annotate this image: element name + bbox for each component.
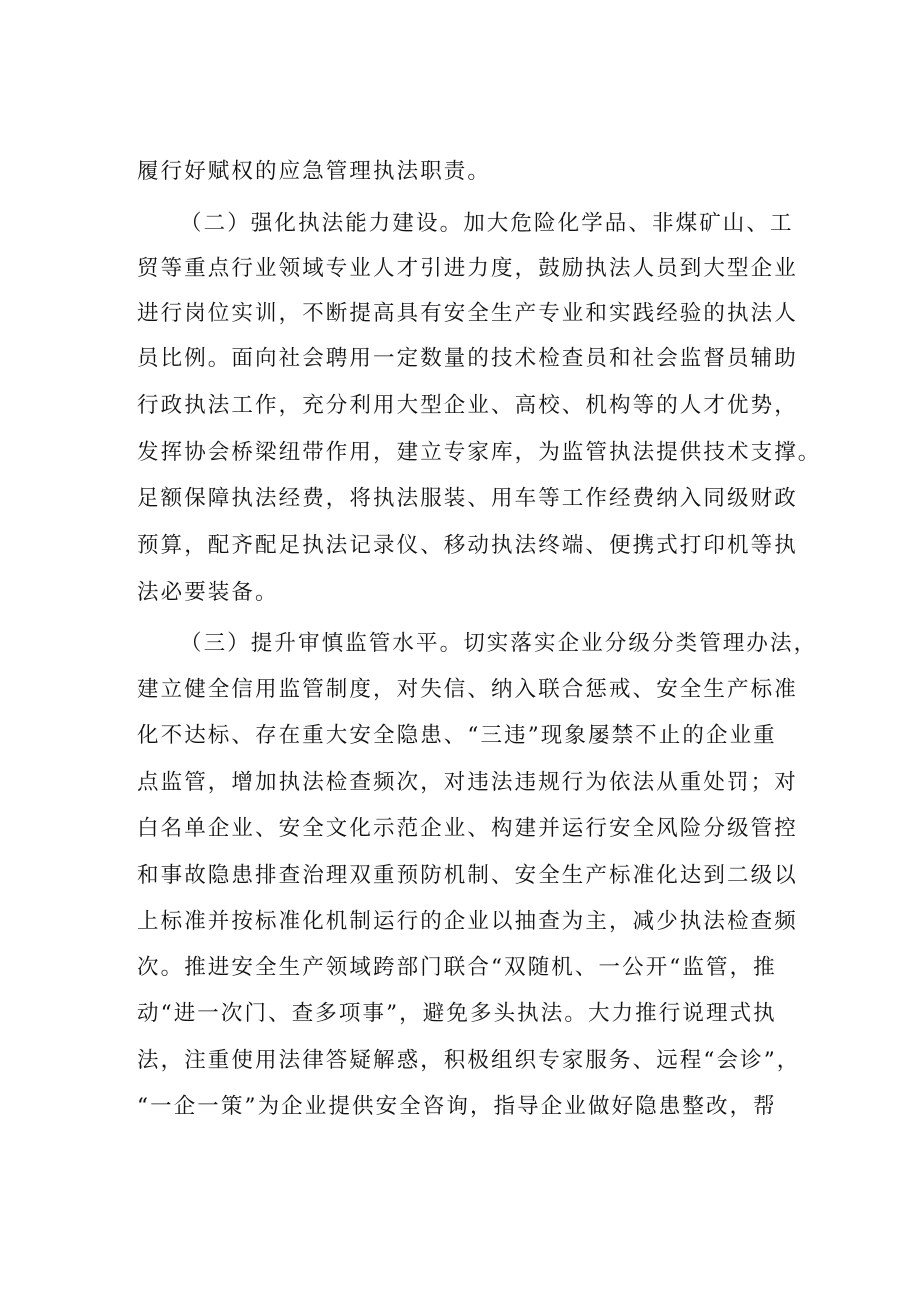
paragraph-2-line-4: 员比例。面向社会聘用一定数量的技术检查员和社会监督员辅助	[137, 346, 798, 371]
paragraph-2-line-9: 法必要装备。	[137, 580, 279, 605]
paragraph-2-line-2: 贸等重点行业领域专业人才引进力度，鼓励执法人员到大型企业	[137, 256, 798, 281]
paragraph-3-line-3: 化不达标、存在重大安全隐患、“三违”现象屡禁不止的企业重	[137, 723, 777, 748]
paragraph-2-line-6: 发挥协会桥梁纽带作用，建立专家库，为监管执法提供技术支撑。	[137, 440, 822, 465]
paragraph-2-line-3: 进行岗位实训，不断提高具有安全生产专业和实践经验的执法人	[137, 301, 798, 326]
paragraph-1-line-1: 履行好赋权的应急管理执法职责。	[137, 159, 492, 184]
paragraph-2-line-7: 足额保障执法经费，将执法服装、用车等工作经费纳入同级财政	[137, 486, 798, 511]
paragraph-2-line-1: （二）强化执法能力建设。加大危险化学品、非煤矿山、工	[180, 211, 794, 236]
paragraph-3-line-10: 法，注重使用法律答疑解惑，积极组织专家服务、远程“会诊”，	[137, 1048, 801, 1073]
paragraph-2-line-5: 行政执法工作，充分利用大型企业、高校、机构等的人才优势，	[137, 393, 798, 418]
paragraph-3-line-1: （三）提升审慎监管水平。切实落实企业分级分类管理办法，	[180, 631, 818, 656]
paragraph-3-line-6: 和事故隐患排查治理双重预防机制、安全生产标准化达到二级以	[137, 863, 798, 888]
paragraph-3-line-9: 动“进一次门、查多项事”，避免多头执法。大力推行说理式执	[137, 1001, 777, 1026]
paragraph-3-line-7: 上标准并按标准化机制运行的企业以抽查为主，减少执法检查频	[137, 909, 798, 934]
paragraph-3-line-5: 白名单企业、安全文化示范企业、构建并运行安全风险分级管控	[137, 816, 798, 841]
paragraph-3-line-11: “一企一策”为企业提供安全咨询，指导企业做好隐患整改，帮	[137, 1094, 777, 1119]
paragraph-3-line-2: 建立健全信用监管制度，对失信、纳入联合惩戒、安全生产标准	[137, 677, 798, 702]
paragraph-2-line-8: 预算，配齐配足执法记录仪、移动执法终端、便携式打印机等执	[137, 533, 798, 558]
paragraph-3-line-8: 次。推进安全生产领域跨部门联合“双随机、一公开“监管，推	[137, 955, 777, 980]
paragraph-3-line-4: 点监管，增加执法检查频次，对违法违规行为依法从重处罚；对	[137, 770, 798, 795]
